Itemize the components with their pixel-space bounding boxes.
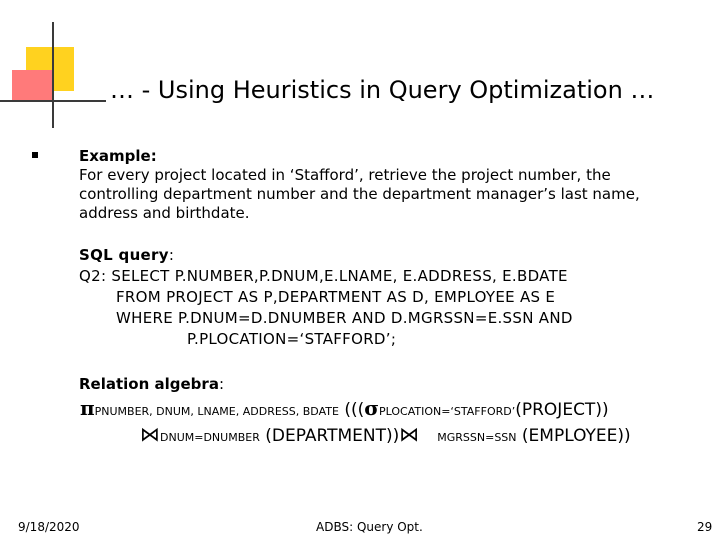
footer-date: 9/18/2020: [18, 520, 80, 534]
sql-line: Q2: SELECT P.NUMBER,P.DNUM,E.LNAME, E.ADDRESS, E.BDATE: [79, 267, 568, 285]
ra-colon: :: [218, 375, 224, 393]
ra-heading: [79, 375, 224, 394]
sigma-subscript: PLOCATION=‘STAFFORD’: [378, 405, 516, 418]
ra-expression-line-1: [80, 396, 609, 420]
ra-department: (DEPARTMENT)): [259, 426, 400, 446]
join-subscript: MGRSSN=SSN: [437, 431, 517, 444]
pi-symbol: π: [80, 396, 95, 420]
join-subscript: DNUM=DNUMBER: [160, 431, 260, 444]
example-label: Example:: [79, 147, 157, 165]
deco-red-block: [12, 70, 52, 102]
sql-label: SQL query: [79, 246, 169, 264]
sigma-symbol: σ: [364, 396, 379, 420]
ra-label: Relation algebra: [79, 375, 219, 393]
example-line: address and birthdate.: [79, 204, 250, 222]
ra-project: (PROJECT)): [515, 400, 609, 420]
ra-employee: (EMPLOYEE)): [516, 426, 631, 446]
deco-vertical-line: [52, 22, 54, 128]
footer-page-number: 29: [697, 520, 713, 534]
sql-block: [79, 245, 573, 350]
deco-horizontal-line: [0, 100, 106, 102]
join-symbol: ⋈: [140, 422, 160, 446]
example-block: [79, 147, 640, 223]
sql-line: P.PLOCATION=‘STAFFORD’;: [187, 330, 397, 348]
pi-subscript: PNUMBER, DNUM, LNAME, ADDRESS, BDATE: [94, 405, 339, 418]
example-line: For every project located in ‘Stafford’, retrieve the project number, the: [79, 166, 611, 184]
footer-center: ADBS: Query Opt.: [316, 520, 423, 534]
ra-open-parens: (((: [338, 400, 365, 420]
join-symbol: ⋈: [399, 422, 420, 446]
bullet-icon: [32, 152, 38, 158]
sql-line: WHERE P.DNUM=D.DNUMBER AND D.MGRSSN=E.SSN AND: [116, 309, 573, 327]
sql-heading: [79, 245, 573, 266]
sql-colon: :: [168, 246, 175, 264]
sql-line: FROM PROJECT AS P,DEPARTMENT AS D, EMPLOYEE AS E: [116, 288, 556, 306]
example-line: controlling department number and the department manager’s last name,: [79, 185, 640, 203]
ra-expression-line-2: [140, 422, 631, 446]
slide-title: … - Using Heuristics in Query Optimization …: [110, 76, 655, 104]
